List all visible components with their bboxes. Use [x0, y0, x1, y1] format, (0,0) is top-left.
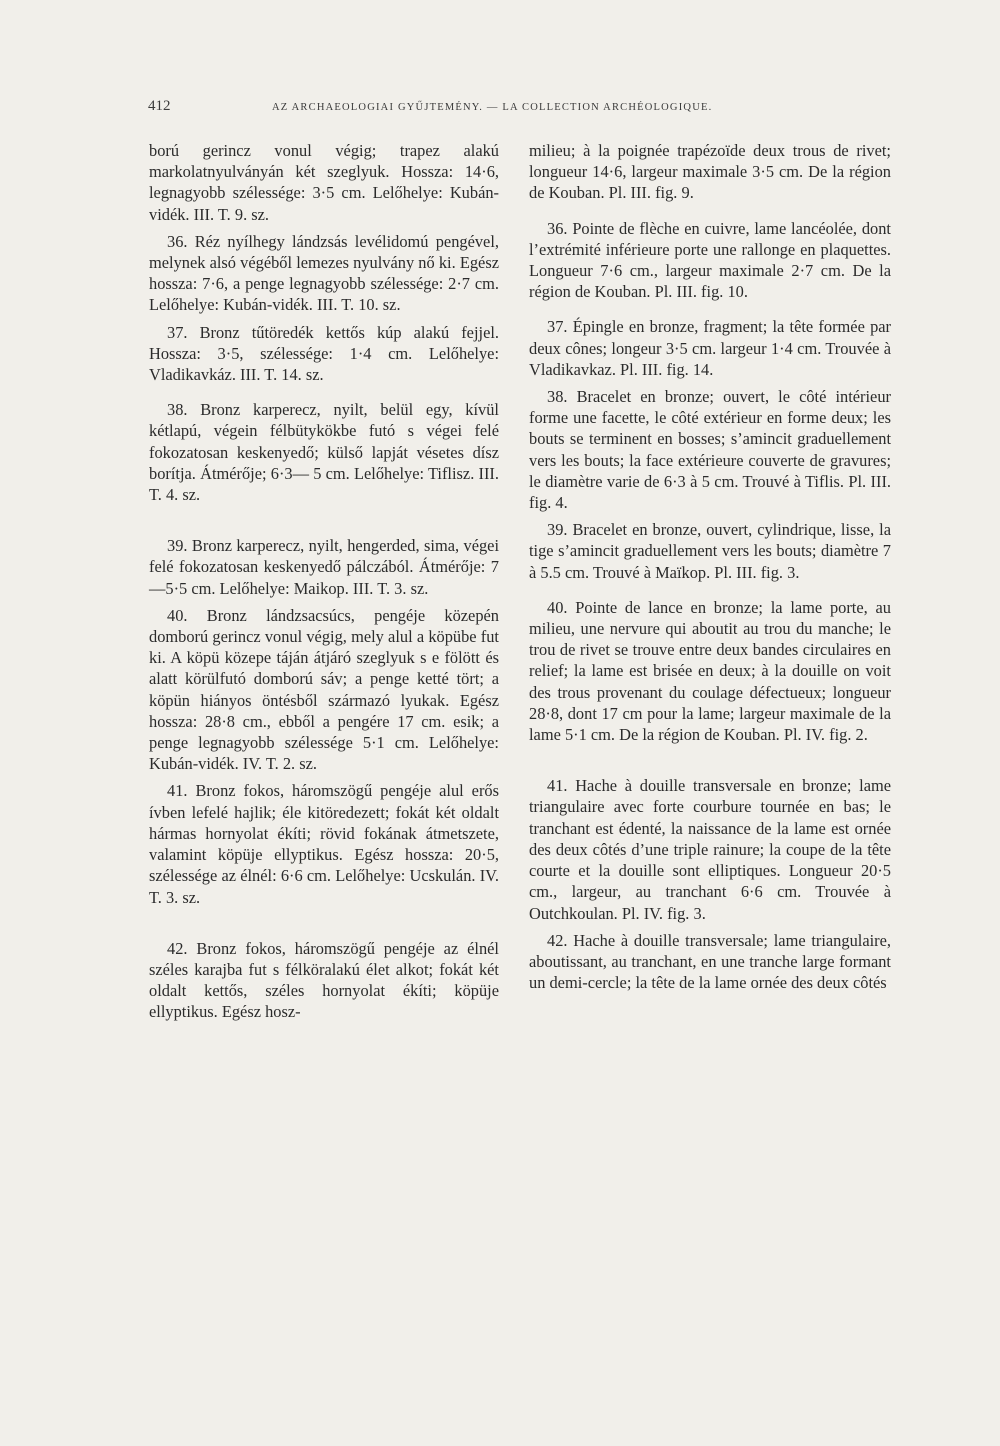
entry-39: 39. Bronz karperecz, nyilt, hengerded, sima, végei felé fokozatosan keskenyedő pálczából. Átmérője: 7—5·5 cm. Lelőhelye: Maikop. III. T. 3. sz.	[149, 536, 499, 598]
entry-39-fr: 39. Bracelet en bronze, ouvert, cylindrique, lisse, la tige s’amincit graduellement vers les bouts; diamètre 7 à 5.5 cm. Trouvé à Maïkop. Pl. III. fig. 3.	[529, 520, 891, 582]
entry-37-fr: 37. Épingle en bronze, fragment; la tête formée par deux cônes; longeur 3·5 cm. largeur 1·4 cm. Trouvée à Vladikavkaz. Pl. III. fig. 14.	[529, 317, 891, 379]
french-column	[529, 140, 891, 993]
entry-38-fr: 38. Bracelet en bronze; ouvert, le côté intérieur forme une facette, le côté extérieur en forme deux; les bouts se terminent en bosses; s’amincit graduellement vers les bouts; la face extérieure couverte de gravures; le diamètre varie de 6·3 à 5 cm. Trouvé à Tiflis. Pl. III. fig. 4.	[529, 387, 891, 513]
entry-42: 42. Bronz fokos, háromszögű pengéje az élnél széles karajba fut s félköralakú élet alkot; fokát két oldalt kettős, széles hornyolat ékíti; köpüje ellyptikus. Egész hosz-	[149, 938, 499, 1022]
running-title: AZ ARCHAEOLOGIAI GYŰJTEMÉNY. — LA COLLECTION ARCHÉOLOGIQUE.	[272, 102, 713, 113]
entry-41-fr: 41. Hache à douille transversale en bronze; lame triangulaire avec forte courbure tournée en bas; le tranchant est édenté, la naissance de la lame est ornée des deux côtés d’une triple rainure; la coupe de la tête courte et la douille sont elliptiques. Longueur 20·5 cm., largeur, au tranchant 6·6 cm. Trouvée à Outchkoulan. Pl. IV. fig. 3.	[529, 776, 891, 923]
entry-41: 41. Bronz fokos, háromszögű pengéje alul erős ívben lefelé hajlik; éle kitöredezett; fokát két oldalt hármas hornyolat ékíti; rövid fokának átmetszete, valamint köpüje ellyptikus. Egész hossza: 20·5, szélessége az élnél: 6·6 cm. Lelőhelye: Ucskulán. IV. T. 3. sz.	[149, 781, 499, 907]
entry-35-continued-fr: milieu; à la poignée trapézoïde deux trous de rivet; longueur 14·6, largeur maximale 3·5 cm. De la région de Kouban. Pl. III. fig. 9.	[529, 141, 891, 203]
page-number: 412	[148, 98, 171, 114]
running-header	[148, 98, 890, 122]
entry-37: 37. Bronz tűtöredék kettős kúp alakú fejjel. Hossza: 3·5, szélessége: 1·4 cm. Lelőhelye: Vladikavkáz. III. T. 14. sz.	[149, 322, 499, 385]
entry-36-fr: 36. Pointe de flèche en cuivre, lame lancéolée, dont l’extrémité inférieure porte une rallonge en plaquettes. Longueur 7·6 cm., largeur maximale 2·7 cm. De la région de Kouban. Pl. III. fig. 10.	[529, 218, 891, 302]
entry-38: 38. Bronz karperecz, nyilt, belül egy, kívül kétlapú, végein félbütykökbe futó s végei felé fokozatosan keskenyedő; külső lapját vésetes dísz borítja. Átmérője; 6·3— 5 cm. Lelőhelye: Tiflisz. III. T. 4. sz.	[149, 400, 499, 505]
entry-40: 40. Bronz lándzsacsúcs, pengéje közepén domború gerincz vonul végig, mely alul a köpübe fut ki. A köpü közepe táján átjáró szeglyuk s e fölött és alatt körülfutó domború sáv; a penge ketté tört; a köpün hiányos öntésből származó lyukak. Egész hossza: 28·8 cm., ebből a pengére 17 cm. esik; a penge legnagyobb szélessége 5·1 cm. Lelőhelye: Kubán-vidék. IV. T. 2. sz.	[149, 605, 499, 774]
hungarian-column	[149, 140, 499, 1023]
entry-42-fr: 42. Hache à douille transversale; lame triangulaire, aboutissant, au tranchant, en une tranche large formant un demi-cercle; la tête de la lame ornée des deux côtés	[529, 930, 891, 993]
entry-36: 36. Réz nyílhegy lándzsás levélidomú pengével, melynek alsó végéből lemezes nyulvány nő ki. Egész hossza: 7·6, a penge legnagyobb szélessége: 2·7 cm. Lelőhelye: Kubán-vidék. III. T. 10. sz.	[149, 231, 499, 315]
entry-40-fr: 40. Pointe de lance en bronze; la lame porte, au milieu, une nervure qui aboutit au trou du manche; le trou de rivet se trouve entre deux bandes circulaires en relief; la lame est brisée en deux; à la douille on voit des trous provenant du coulage défectueux; longueur 28·8, dont 17 cm pour la lame; largeur maximale de la lame 5·1 cm. De la région de Kouban. Pl. IV. fig. 2.	[529, 597, 891, 745]
entry-35-continued: ború gerincz vonul végig; trapez alakú markolatnyulványán két szeglyuk. Hossza: 14·6, legnagyobb szélessége: 3·5 cm. Lelőhelye: Kubán-vidék. III. T. 9. sz.	[149, 141, 499, 224]
